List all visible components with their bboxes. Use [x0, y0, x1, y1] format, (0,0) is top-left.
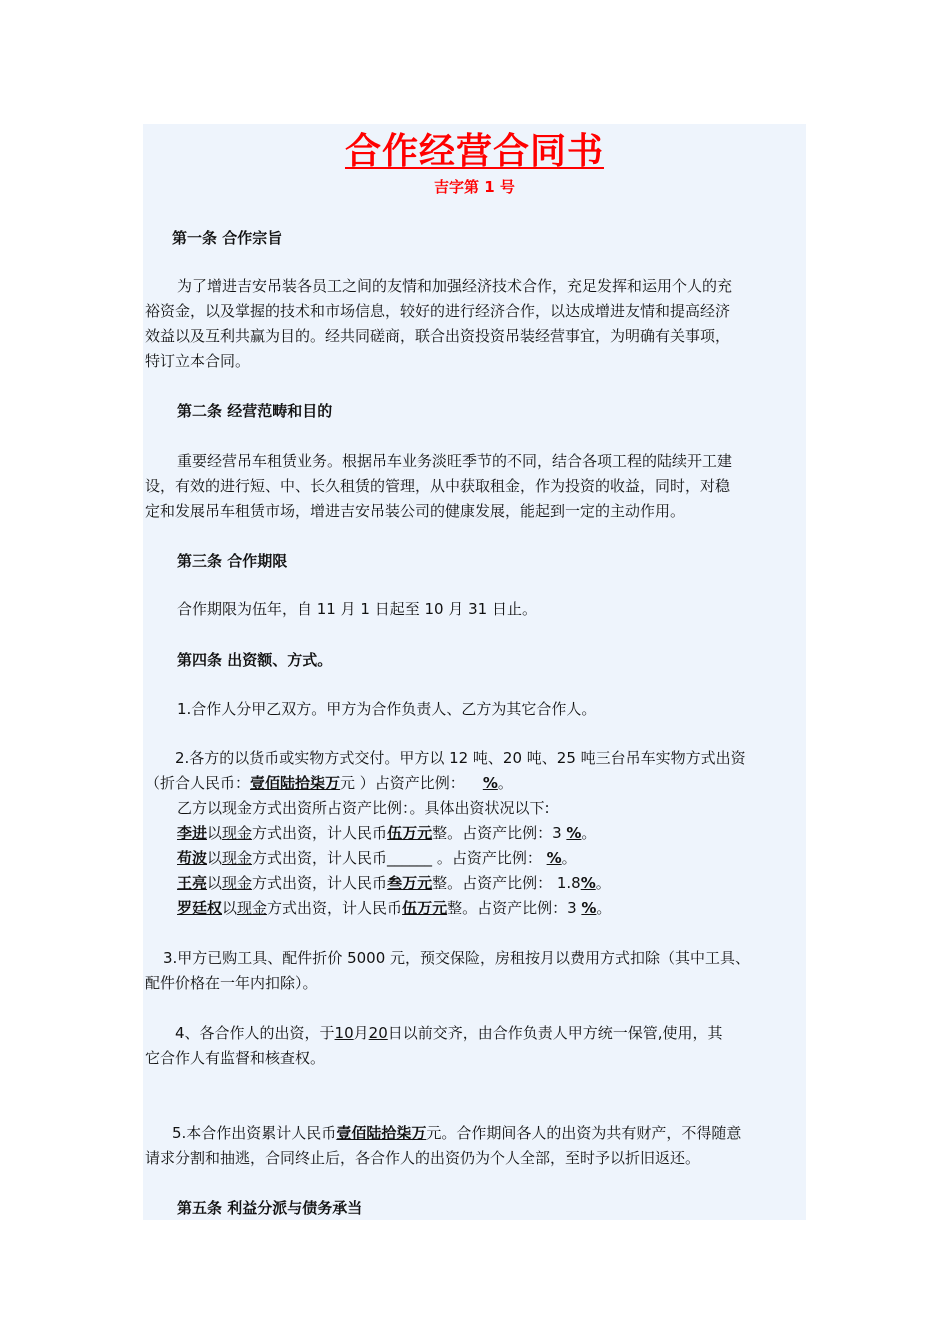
investor-method: 现金 [222, 824, 253, 842]
article-3-text: 合作期限为伍年，自 11 月 1 日起至 10 月 31 日止。 [177, 600, 537, 618]
text-fragment: 整。占资产比例： 1.8 [432, 874, 581, 892]
article-3-heading: 第三条 合作期限 [177, 552, 288, 570]
text-fragment: 以 [207, 824, 223, 842]
text-fragment: 4、各合作人的出资，于 [175, 1024, 335, 1042]
text-fragment: 以 [207, 849, 223, 867]
article-4-clause-1: 1.合作人分甲乙双方。甲方为合作负责人、乙方为其它合作人。 [177, 700, 597, 718]
investor-name: 李进 [177, 824, 208, 842]
document-title: 合作经营合同书 [344, 131, 604, 172]
article-1-line: 效益以及互利共赢为目的。经共同磋商，联合出资投资吊装经营事宜，为明确有关事项， [145, 327, 731, 345]
article-2-line: 重要经营吊车租赁业务。根据吊车业务淡旺季节的不同，结合各项工程的陆续开工建 [177, 452, 733, 470]
article-1-heading: 第一条 合作宗旨 [172, 229, 283, 247]
investor-name: 王亮 [177, 874, 208, 892]
investor-row [177, 846, 837, 871]
total-amount: 壹佰陆拾柒万 [336, 1124, 427, 1142]
text-fragment: 方式出资，计人民币______ [252, 849, 437, 867]
investor-percent: % [580, 874, 596, 892]
article-4-clause-2-line: 2.各方的以货币或实物方式交付。甲方以 12 吨、20 吨、25 吨三台吊车实物方式出资 [175, 749, 746, 767]
investor-row [177, 871, 837, 896]
text-fragment: 。 [497, 774, 513, 792]
investor-row [177, 821, 837, 846]
investor-method: 现金 [222, 849, 253, 867]
investor-name: 罗廷权 [177, 899, 223, 917]
deadline-day: 20 [368, 1024, 388, 1042]
text-fragment: 。 [596, 899, 612, 917]
text-fragment: 元。合作期间各人的出资为共有财产，不得随意 [426, 1124, 742, 1142]
text-fragment: 。 [595, 874, 611, 892]
investor-percent: % [546, 849, 562, 867]
text-fragment: 方式出资，计人民币 [252, 874, 388, 892]
text-fragment: （折合人民币： [145, 774, 251, 792]
investor-method: 现金 [237, 899, 268, 917]
article-4-clause-2-line [145, 771, 805, 796]
article-2-line: 定和发展吊车租赁市场，增进吉安吊装公司的健康发展，能起到一定的主动作用。 [145, 502, 686, 520]
investor-amount: 伍万元 [387, 824, 433, 842]
article-1-line: 为了增进吉安吊装各员工之间的友情和加强经济技术合作，充足发挥和运用个人的充 [177, 277, 733, 295]
text-fragment: 整。占资产比例：3 [447, 899, 582, 917]
article-4-clause-4-line [175, 1021, 835, 1046]
article-1-line: 裕资金，以及掌握的技术和市场信息，较好的进行经济合作，以达成增进友情和提高经济 [145, 302, 731, 320]
text-fragment: 。 [561, 849, 577, 867]
text-fragment: 月 [353, 1024, 369, 1042]
investor-amount: 叁万元 [387, 874, 433, 892]
text-fragment: 整。占资产比例：3 [432, 824, 567, 842]
text-fragment: 方式出资，计人民币 [252, 824, 388, 842]
article-4-heading: 第四条 出资额、方式。 [177, 651, 333, 669]
document-number: 吉字第 1 号 [434, 178, 515, 196]
article-5-heading: 第五条 利益分派与债务承当 [177, 1199, 363, 1217]
text-fragment: 。 [581, 824, 597, 842]
text-fragment: 方式出资，计人民币 [267, 899, 403, 917]
investor-method: 现金 [222, 874, 253, 892]
text-fragment: 5.本合作出资累计人民币 [172, 1124, 337, 1142]
investor-percent: % [566, 824, 582, 842]
article-4-clause-5-line: 请求分割和抽逃，合同终止后，各合作人的出资仍为个人全部，至时予以折旧返还。 [145, 1149, 701, 1167]
text-fragment: 日以前交齐，由合作负责人甲方统一保管,使用，其 [387, 1024, 723, 1042]
article-4-clause-2-line: 乙方以现金方式出资所占资产比例：。具体出资状况以下: [177, 799, 550, 817]
deadline-month: 10 [334, 1024, 354, 1042]
percent-underlined: % [482, 774, 498, 792]
text-fragment: 以 [207, 874, 223, 892]
article-2-line: 设，有效的进行短、中、长久租赁的管理，从中获取租金，作为投资的收益，同时，对稳 [145, 477, 731, 495]
article-4-clause-5-line [172, 1121, 832, 1146]
text-fragment: 。占资产比例： [436, 849, 547, 867]
article-4-clause-4-line: 它合作人有监督和核查权。 [145, 1049, 326, 1067]
article-1-line: 特订立本合同。 [145, 352, 251, 370]
investor-amount: 伍万元 [402, 899, 448, 917]
investor-name: 苟波 [177, 849, 208, 867]
investor-row [177, 896, 837, 921]
amount-underlined: 壹佰陆拾柒万 [250, 774, 341, 792]
text-fragment: 以 [222, 899, 238, 917]
article-4-clause-3-line: 配件价格在一年内扣除）。 [145, 974, 318, 992]
article-4-clause-3-line: 3.甲方已购工具、配件折价 5000 元，预交保险，房租按月以费用方式扣除（其中工具、 [163, 949, 751, 967]
text-fragment: 元 ）占资产比例： [340, 774, 465, 792]
investor-percent: % [581, 899, 597, 917]
article-2-heading: 第二条 经营范畴和目的 [177, 402, 333, 420]
